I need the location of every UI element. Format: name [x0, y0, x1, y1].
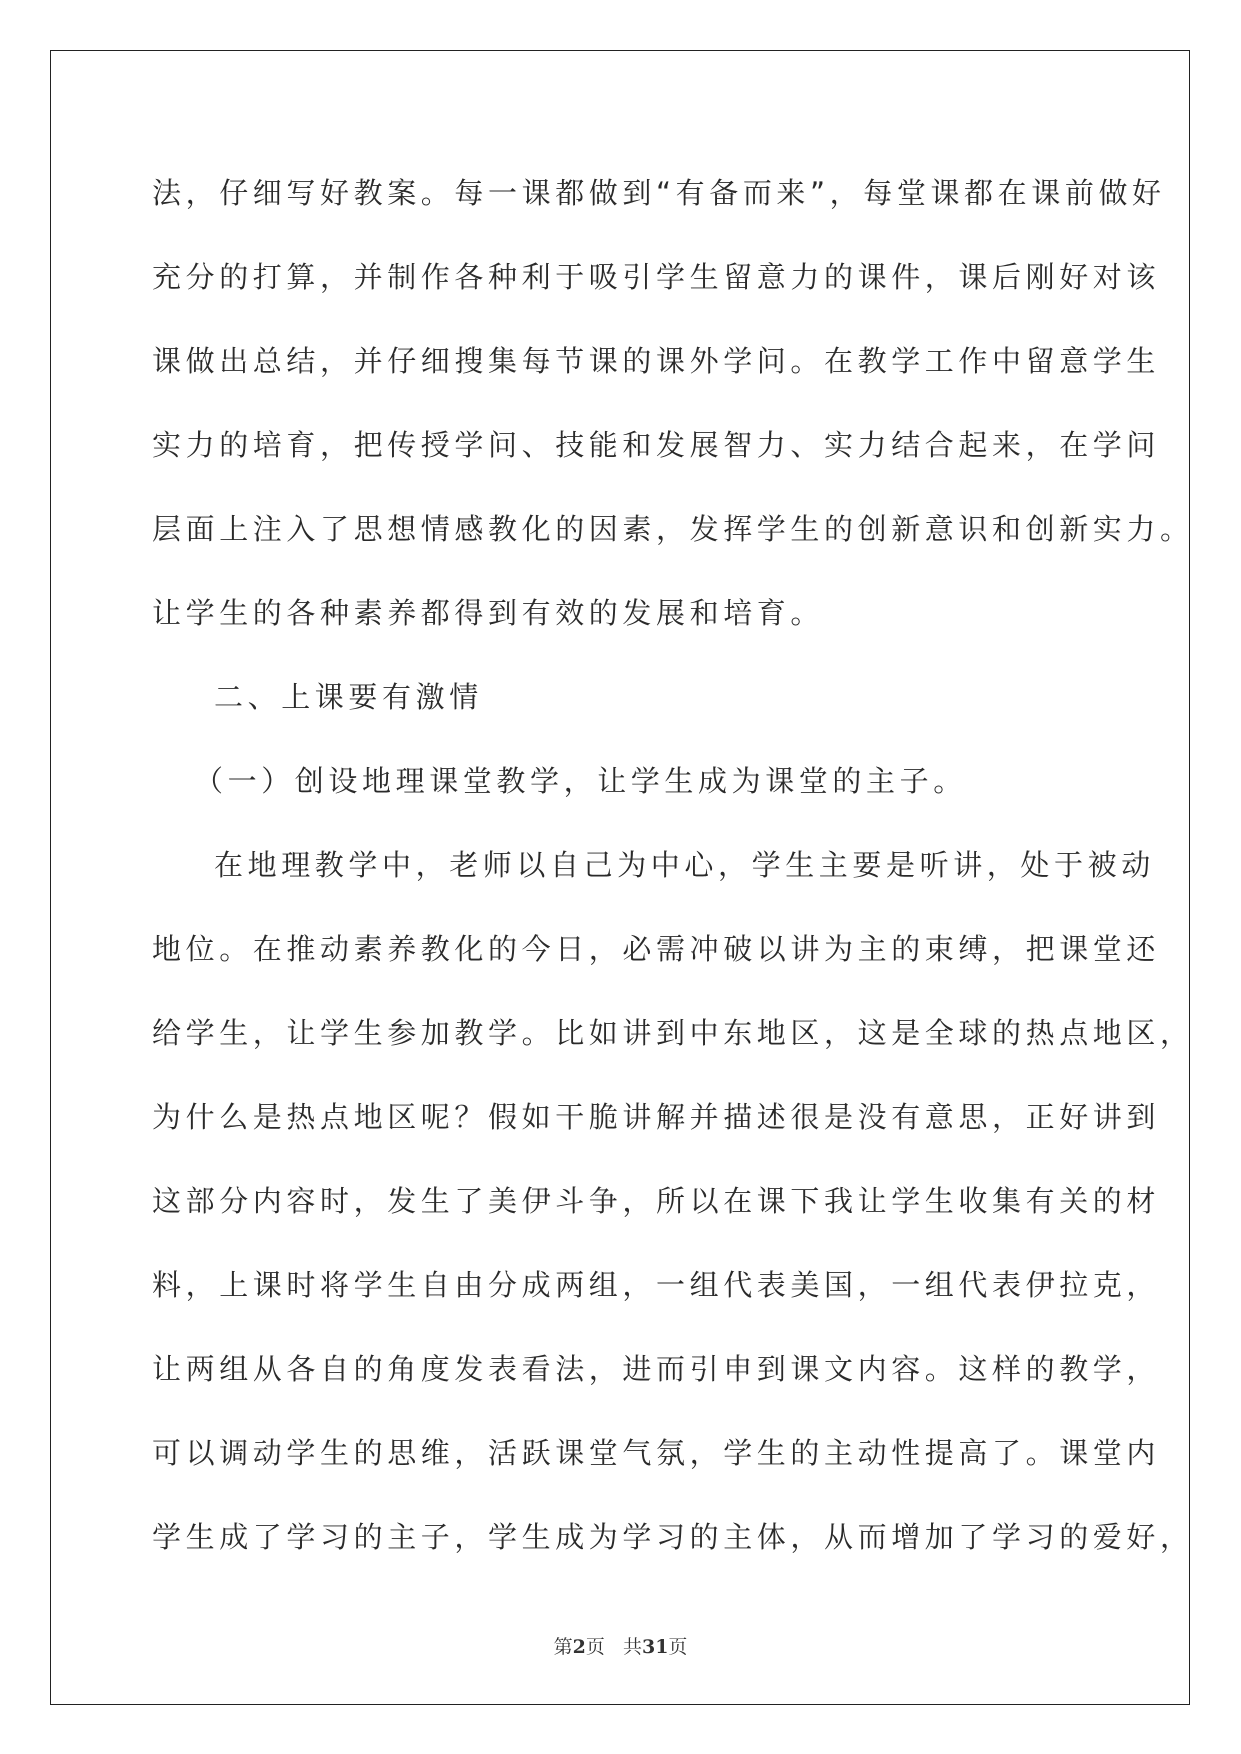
page-footer — [0, 1632, 1241, 1659]
text-line: 充分的打算，并制作各种利于吸引学生留意力的课件，课后刚好对该 — [152, 260, 1161, 294]
text-line: 这部分内容时，发生了美伊斗争，所以在课下我让学生收集有关的材 — [152, 1184, 1161, 1218]
text-line: 让学生的各种素养都得到有效的发展和培育。 — [152, 596, 825, 630]
current-page-number: 2 — [572, 1636, 586, 1658]
text-line: 学生成了学习的主子，学生成为学习的主体，从而增加了学习的爱好， — [152, 1520, 1194, 1554]
text-line: 让两组从各自的角度发表看法，进而引申到课文内容。这样的教学， — [152, 1352, 1161, 1386]
text-line: （一）创设地理课堂教学，让学生成为课堂的主子。 — [194, 764, 967, 798]
footer-prefix: 第 — [553, 1636, 573, 1658]
document-body — [152, 160, 1194, 1588]
text-line: 可以调动学生的思维，活跃课堂气氛，学生的主动性提高了。课堂内 — [152, 1436, 1161, 1470]
text-line: 课做出总结，并仔细搜集每节课的课外学问。在教学工作中留意学生 — [152, 344, 1161, 378]
total-page-count: 31 — [641, 1636, 669, 1658]
text-line: 在地理教学中，老师以自己为中心，学生主要是听讲，处于被动 — [214, 848, 1155, 882]
text-line: 料，上课时将学生自由分成两组，一组代表美国，一组代表伊拉克， — [152, 1268, 1161, 1302]
footer-total-prefix: 共 — [622, 1636, 642, 1658]
footer-total-suffix: 页 — [668, 1636, 688, 1658]
text-line: 实力的培育，把传授学问、技能和发展智力、实力结合起来，在学问 — [152, 428, 1161, 462]
footer-page-suffix: 页 — [585, 1636, 605, 1658]
text-line: 层面上注入了思想情感教化的因素，发挥学生的创新意识和创新实力。 — [152, 512, 1194, 546]
text-line: 法，仔细写好教案。每一课都做到“有备而来”，每堂课都在课前做好 — [152, 176, 1166, 210]
text-line: 给学生，让学生参加教学。比如讲到中东地区，这是全球的热点地区， — [152, 1016, 1194, 1050]
text-line: 地位。在推动素养教化的今日，必需冲破以讲为主的束缚，把课堂还 — [152, 932, 1161, 966]
text-line: 二、上课要有激情 — [214, 680, 483, 714]
text-line: 为什么是热点地区呢？假如干脆讲解并描述很是没有意思，正好讲到 — [152, 1100, 1161, 1134]
